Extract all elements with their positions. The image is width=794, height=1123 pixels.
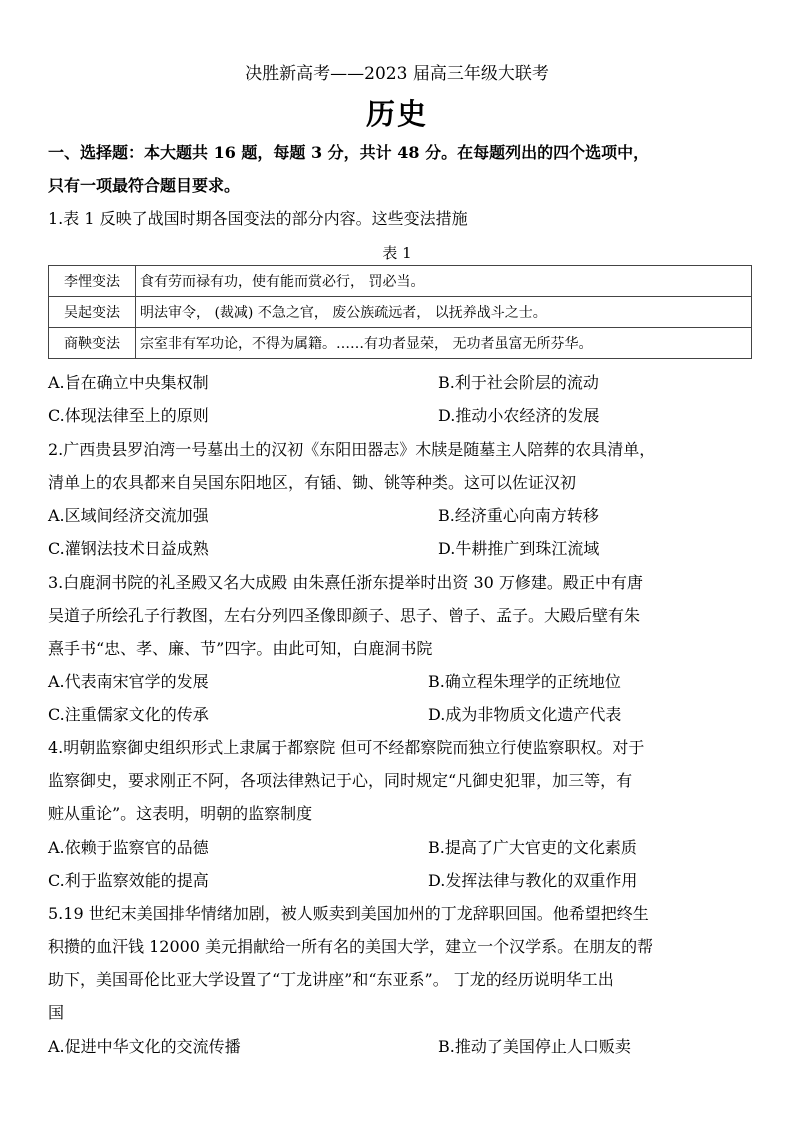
q1-option-d: D.推动小农经济的发展 xyxy=(438,406,600,425)
q1-option-a: A.旨在确立中央集权制 xyxy=(48,373,209,392)
q5-stem-line-1: 5.19 世纪末美国排华情绪加剧，被人贩卖到美国加州的丁龙辞职回国。他希望把终生 xyxy=(48,904,649,923)
q2-option-d: D.牛耕推广到珠江流域 xyxy=(438,539,600,558)
q4-option-d: D.发挥法律与教化的双重作用 xyxy=(428,871,638,890)
q2-stem-line-2: 清单上的农具都来自吴国东阳地区，有锸、锄、铫等种类。这可以佐证汉初 xyxy=(48,473,577,492)
q4-option-c: C.利于监察效能的提高 xyxy=(48,871,209,890)
section-heading-line-2: 只有一项最符合题目要求。 xyxy=(48,176,241,195)
table-row-content: 宗室非有军功论，不得为属籍。……有功者显荣， 无功者虽富无所芬华。 xyxy=(136,328,752,359)
q4-stem-line-2: 监察御史，要求刚正不阿，各项法律熟记于心，同时规定“凡御史犯罪，加三等，有 xyxy=(48,771,633,790)
q3-option-b: B.确立程朱理学的正统地位 xyxy=(428,672,621,691)
exam-title: 决胜新高考——2023 届高三年级大联考 xyxy=(245,64,549,84)
q1-stem: 1.表 1 反映了战国时期各国变法的部分内容。这些变法措施 xyxy=(48,209,468,228)
q2-option-a: A.区域间经济交流加强 xyxy=(48,506,209,525)
q4-stem-line-1: 4.明朝监察御史组织形式上隶属于都察院 但可不经都察院而独立行使监察职权。对于 xyxy=(48,738,645,757)
table-row xyxy=(49,266,752,297)
q5-option-a: A.促进中华文化的交流传播 xyxy=(48,1037,241,1056)
q4-option-b: B.提高了广大官吏的文化素质 xyxy=(428,838,637,857)
q3-stem-line-2: 吴道子所绘孔子行教图，左右分列四圣像即颜子、思子、曾子、孟子。大殿后壁有朱 xyxy=(48,606,641,625)
q1-table-title: 表 1 xyxy=(382,244,412,262)
subject-title: 历史 xyxy=(365,97,428,131)
q3-option-d: D.成为非物质文化遗产代表 xyxy=(428,705,622,724)
table-row-content: 食有劳而禄有功，使有能而赏必行， 罚必当。 xyxy=(136,266,752,297)
q2-stem-line-1: 2.广西贵县罗泊湾一号墓出土的汉初《东阳田器志》木牍是随墓主人陪葬的农具清单， xyxy=(48,440,656,459)
q5-stem-line-3: 助下，美国哥伦比亚大学设置了“丁龙讲座”和“东亚系”。 丁龙的经历说明华工出 xyxy=(48,970,614,989)
q1-option-c: C.体现法律至上的原则 xyxy=(48,406,209,425)
section-heading-line-1: 一、选择题：本大题共 16 题，每题 3 分，共计 48 分。在每题列出的四个选项中， xyxy=(48,143,650,162)
table-row xyxy=(49,328,752,359)
table-row-content: 明法审令， (裁减) 不急之官， 废公族疏远者， 以抚养战斗之士。 xyxy=(136,297,752,328)
q3-option-c: C.注重儒家文化的传承 xyxy=(48,705,209,724)
q4-option-a: A.依赖于监察官的品德 xyxy=(48,838,209,857)
q3-stem-line-1: 3.白鹿洞书院的礼圣殿又名大成殿 由朱熹任浙东提举时出资 30 万修建。殿正中有唐 xyxy=(48,573,643,592)
q4-stem-line-3: 赃从重论”。这表明，明朝的监察制度 xyxy=(48,804,313,823)
table-row-label: 李悝变法 xyxy=(49,266,136,297)
q1-option-b: B.利于社会阶层的流动 xyxy=(438,373,599,392)
q2-option-b: B.经济重心向南方转移 xyxy=(438,506,599,525)
q3-option-a: A.代表南宋官学的发展 xyxy=(48,672,209,691)
q2-option-c: C.灌钢法技术日益成熟 xyxy=(48,539,209,558)
table-row-label: 商鞅变法 xyxy=(49,328,136,359)
q5-stem-line-2: 积攒的血汗钱 12000 美元捐献给一所有名的美国大学，建立一个汉学系。在朋友的帮 xyxy=(48,937,654,956)
q3-stem-line-3: 熹手书“忠、孝、廉、节”四字。由此可知，白鹿洞书院 xyxy=(48,639,433,658)
q1-reform-table xyxy=(48,265,752,359)
q5-option-b: B.推动了美国停止人口贩卖 xyxy=(438,1037,631,1056)
table-row xyxy=(49,297,752,328)
q5-stem-line-4: 国 xyxy=(48,1003,65,1022)
table-row-label: 吴起变法 xyxy=(49,297,136,328)
